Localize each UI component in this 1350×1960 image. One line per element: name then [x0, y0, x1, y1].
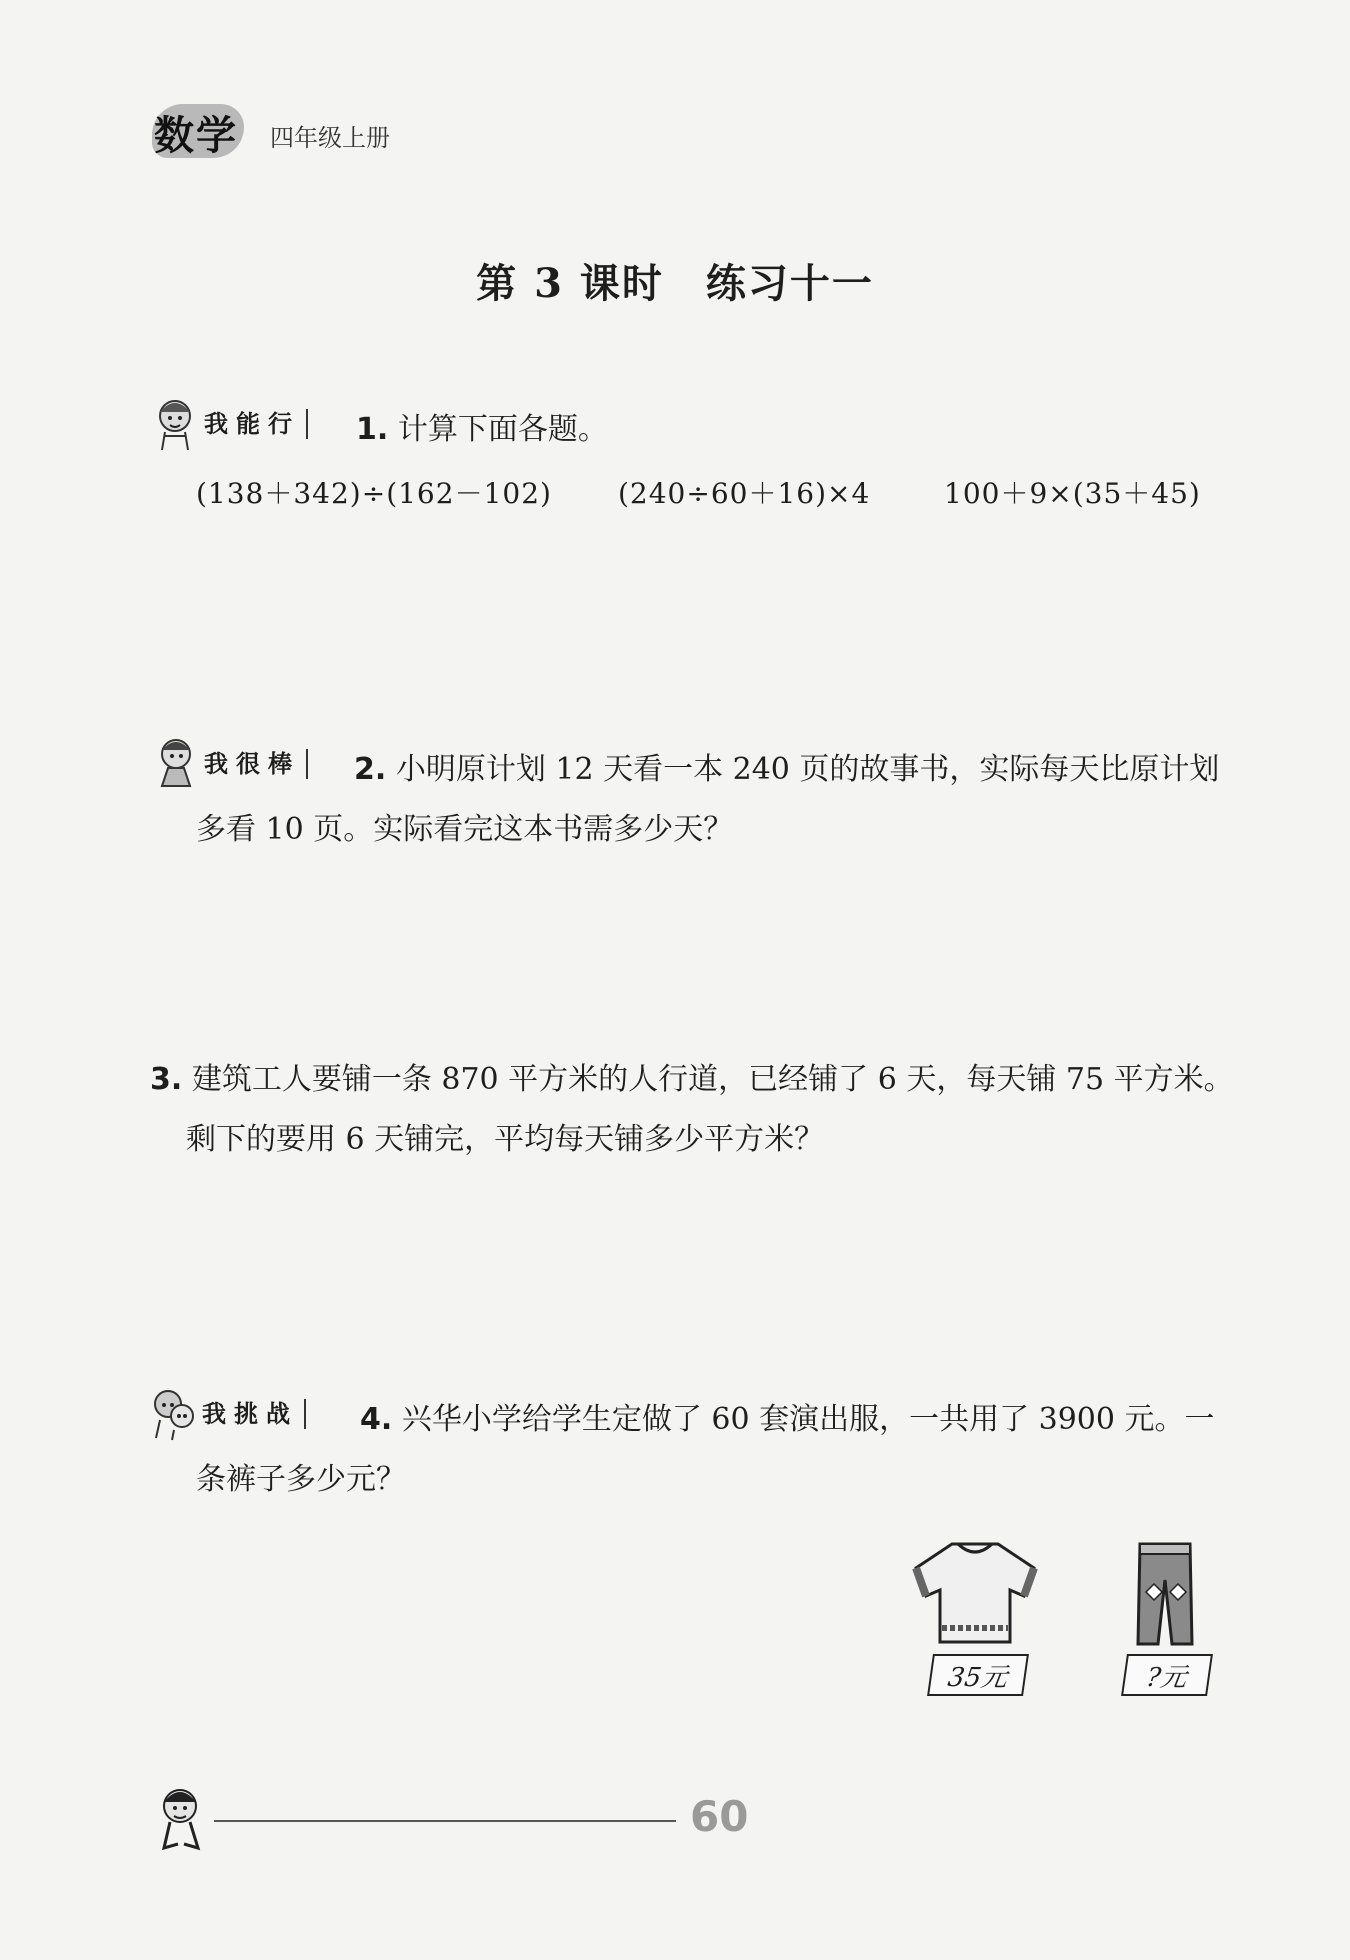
cartoon-kids-icon [150, 1386, 196, 1442]
question-number: 3. [150, 1062, 183, 1097]
question-number: 4. [360, 1402, 393, 1437]
grade-label: 四年级上册 [270, 124, 390, 152]
section-label: 我很棒 [204, 749, 308, 779]
question-4-line-2: 条裤子多少元？ [196, 1462, 406, 1497]
section-label: 我能行 [204, 409, 308, 439]
cartoon-boy-icon [150, 1784, 214, 1856]
page-title: 第 3 课时 练习十一 [476, 260, 874, 307]
shirt-icon [912, 1538, 1038, 1648]
question-2-line-2: 多看 10 页。实际看完这本书需多少天？ [196, 812, 734, 847]
question-text-line-1: 兴华小学给学生定做了 60 套演出服，一共用了 3900 元。一 [401, 1402, 1215, 1437]
expression-2: (240÷60＋16)×4 [618, 477, 871, 510]
question-number: 1. [356, 412, 389, 447]
section-badge-2 [152, 736, 308, 792]
expression-1: (138＋342)÷(162－102) [196, 477, 552, 510]
section-badge-1 [152, 396, 308, 452]
pants-icon [1132, 1540, 1198, 1650]
cartoon-girl-icon [152, 736, 198, 792]
question-1 [356, 400, 608, 460]
section-label: 我挑战 [202, 1399, 306, 1429]
question-number: 2. [354, 752, 387, 787]
shirt-price-tag: 35元 [927, 1654, 1029, 1696]
section-badge-4 [150, 1386, 306, 1442]
cartoon-girl-icon [152, 396, 198, 452]
question-3-line-2: 剩下的要用 6 天铺完，平均每天铺多少平方米？ [186, 1122, 825, 1157]
question-text: 计算下面各题。 [397, 412, 608, 447]
question-2 [354, 740, 1254, 800]
question-text-line-1: 建筑工人要铺一条 870 平方米的人行道，已经铺了 6 天，每天铺 75 平方米。 [191, 1062, 1234, 1097]
footer-rule [214, 1820, 676, 1822]
expression-3: 100＋9×(35＋45) [944, 477, 1201, 510]
page-number: 60 [690, 1792, 749, 1841]
question-text-line-1: 小明原计划 12 天看一本 240 页的故事书，实际每天比原计划 [395, 752, 1220, 787]
question-4 [360, 1390, 1260, 1450]
question-3 [150, 1050, 1290, 1110]
pants-price-tag: ?元 [1121, 1654, 1213, 1696]
subject-label: 数学 [154, 113, 238, 159]
